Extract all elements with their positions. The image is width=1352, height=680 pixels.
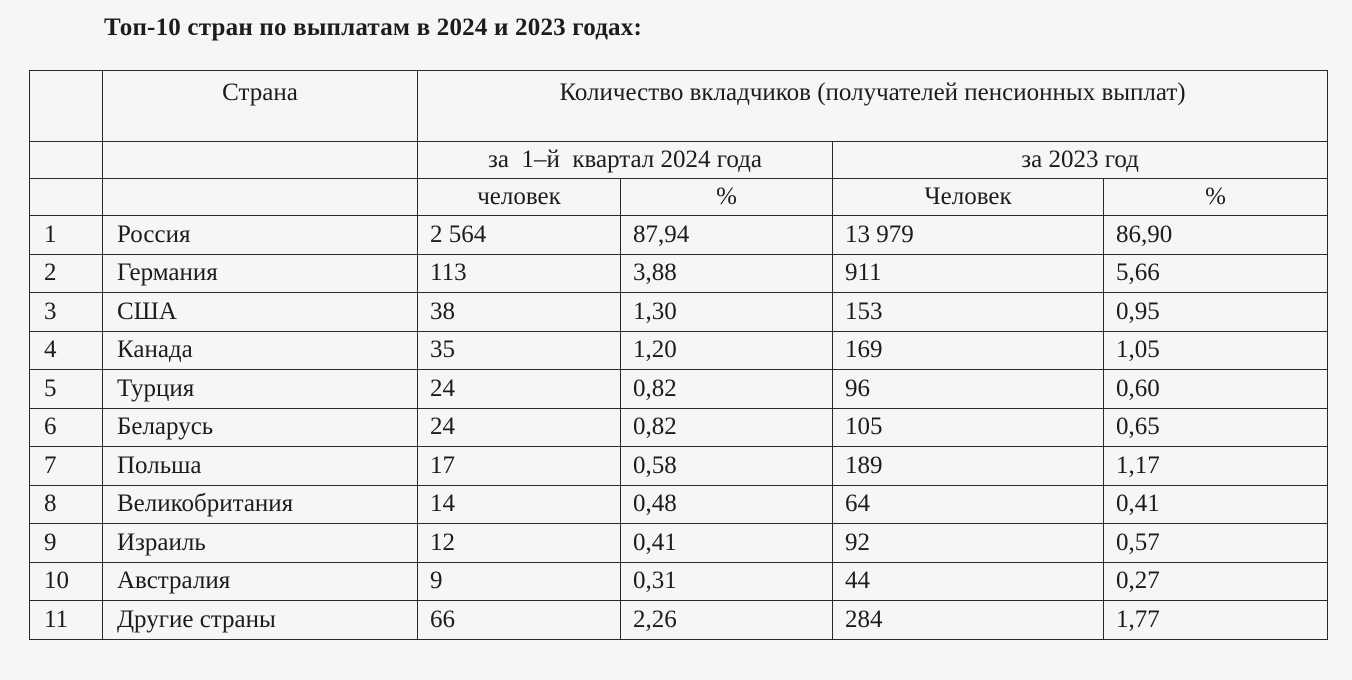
country-name: США [103, 293, 418, 332]
people-2024: 9 [418, 562, 621, 601]
people-2023: 169 [833, 331, 1104, 370]
people-2023: 13 979 [833, 216, 1104, 255]
people-2024: 113 [418, 254, 621, 293]
table-row [30, 254, 1328, 293]
percent-2024: 1,30 [621, 293, 833, 332]
header-row-1 [30, 71, 1328, 142]
table-row [30, 562, 1328, 601]
percent-2023: 0,57 [1104, 524, 1328, 563]
people-2024: 35 [418, 331, 621, 370]
percent-2024: 0,82 [621, 408, 833, 447]
country-name: Беларусь [103, 408, 418, 447]
header-row-3 [30, 179, 1328, 216]
percent-2024: 0,41 [621, 524, 833, 563]
header-row-2 [30, 142, 1328, 179]
table-row [30, 408, 1328, 447]
people-2024: 38 [418, 293, 621, 332]
page-title: Топ-10 стран по выплатам в 2024 и 2023 годах: [104, 14, 642, 41]
percent-2023: 0,41 [1104, 485, 1328, 524]
people-2023: 284 [833, 601, 1104, 640]
row-number: 10 [30, 562, 103, 601]
people-2023: 153 [833, 293, 1104, 332]
percent-2023: 1,77 [1104, 601, 1328, 640]
row-number: 7 [30, 447, 103, 486]
row-number: 8 [30, 485, 103, 524]
people-2023: 92 [833, 524, 1104, 563]
country-name: Австралия [103, 562, 418, 601]
country-name: Великобритания [103, 485, 418, 524]
people-2024: 24 [418, 370, 621, 409]
country-name: Другие страны [103, 601, 418, 640]
percent-2024: 0,82 [621, 370, 833, 409]
people-2023: 105 [833, 408, 1104, 447]
row-number: 2 [30, 254, 103, 293]
percent-2023: 1,17 [1104, 447, 1328, 486]
table-row [30, 216, 1328, 255]
row-number: 6 [30, 408, 103, 447]
percent-2024: 1,20 [621, 331, 833, 370]
percent-2024: 87,94 [621, 216, 833, 255]
people-2023: 189 [833, 447, 1104, 486]
header-cell-empty [103, 179, 418, 216]
percent-2023: 86,90 [1104, 216, 1328, 255]
people-2024: 66 [418, 601, 621, 640]
row-number: 11 [30, 601, 103, 640]
header-cell-empty [30, 142, 103, 179]
header-period-2024: за 1–й квартал 2024 года [418, 142, 833, 179]
row-number: 4 [30, 331, 103, 370]
header-cell-empty [30, 71, 103, 142]
percent-2023: 0,27 [1104, 562, 1328, 601]
header-period-2023: за 2023 год [833, 142, 1328, 179]
table-row [30, 370, 1328, 409]
people-2024: 24 [418, 408, 621, 447]
people-2023: 911 [833, 254, 1104, 293]
table-row [30, 524, 1328, 563]
header-people-2023: Человек [833, 179, 1104, 216]
people-2024: 14 [418, 485, 621, 524]
people-2024: 17 [418, 447, 621, 486]
row-number: 3 [30, 293, 103, 332]
header-people-2024: человек [418, 179, 621, 216]
header-percent-2024: % [621, 179, 833, 216]
percent-2024: 0,58 [621, 447, 833, 486]
percent-2023: 0,95 [1104, 293, 1328, 332]
header-depositors: Количество вкладчиков (получателей пенсионных выплат) [418, 71, 1328, 142]
people-2024: 12 [418, 524, 621, 563]
header-cell-empty [103, 142, 418, 179]
percent-2023: 0,60 [1104, 370, 1328, 409]
row-number: 5 [30, 370, 103, 409]
people-2023: 44 [833, 562, 1104, 601]
header-country: Страна [103, 71, 418, 142]
percent-2024: 2,26 [621, 601, 833, 640]
header-percent-2023: % [1104, 179, 1328, 216]
table-row [30, 601, 1328, 640]
percent-2023: 1,05 [1104, 331, 1328, 370]
table-row [30, 447, 1328, 486]
percent-2023: 5,66 [1104, 254, 1328, 293]
header-cell-empty [30, 179, 103, 216]
country-name: Турция [103, 370, 418, 409]
percent-2023: 0,65 [1104, 408, 1328, 447]
people-2023: 64 [833, 485, 1104, 524]
percent-2024: 0,48 [621, 485, 833, 524]
row-number: 9 [30, 524, 103, 563]
percent-2024: 0,31 [621, 562, 833, 601]
country-name: Канада [103, 331, 418, 370]
percent-2024: 3,88 [621, 254, 833, 293]
people-2023: 96 [833, 370, 1104, 409]
country-name: Польша [103, 447, 418, 486]
table-row [30, 293, 1328, 332]
country-name: Израиль [103, 524, 418, 563]
row-number: 1 [30, 216, 103, 255]
table-row [30, 485, 1328, 524]
payments-table [29, 70, 1328, 640]
table-row [30, 331, 1328, 370]
people-2024: 2 564 [418, 216, 621, 255]
country-name: Германия [103, 254, 418, 293]
country-name: Россия [103, 216, 418, 255]
